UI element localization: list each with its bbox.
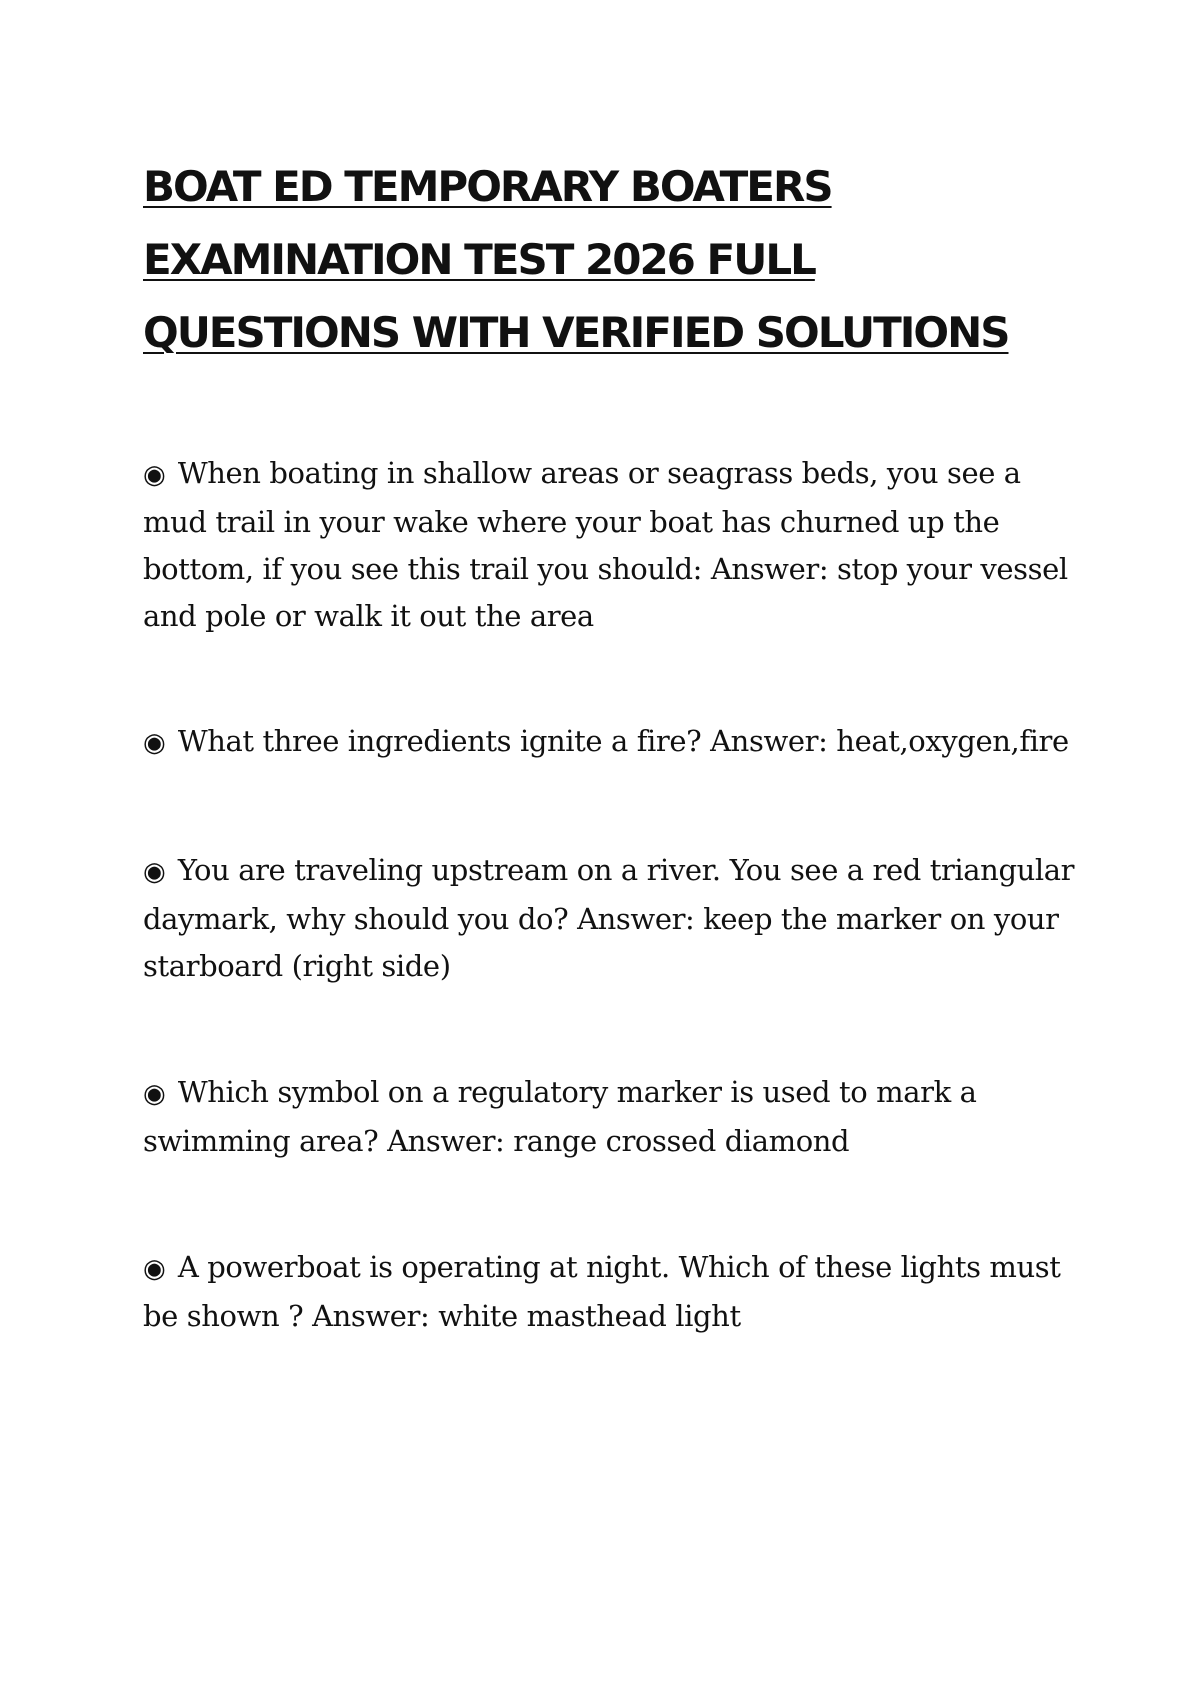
answer-text: keep the marker on your starboard (right side) bbox=[143, 902, 1059, 983]
answer-text: stop your vessel and pole or walk it out the area bbox=[143, 552, 1068, 633]
answer-label: Answer: bbox=[387, 1124, 505, 1158]
answer-text: range crossed diamond bbox=[513, 1124, 850, 1158]
bullet-icon: ◉ bbox=[143, 857, 166, 887]
question-text: You are traveling upstream on a river. You see a red triangular daymark, why should you do? bbox=[143, 853, 1075, 936]
qa-item-5 bbox=[143, 1244, 1083, 1340]
bullet-icon: ◉ bbox=[143, 728, 166, 758]
qa-item-3 bbox=[143, 847, 1083, 990]
question-text: What three ingredients ignite a fire? bbox=[177, 724, 702, 758]
answer-label: Answer: bbox=[710, 552, 829, 586]
answer-label: Answer: bbox=[577, 902, 695, 936]
qa-item-2 bbox=[143, 718, 1083, 767]
answer-text: white masthead light bbox=[438, 1299, 741, 1333]
question-text: A powerboat is operating at night. Which of these lights must be shown ? bbox=[143, 1250, 1061, 1333]
answer-text: heat,oxygen,fire bbox=[836, 724, 1069, 758]
answer-label: Answer: bbox=[312, 1299, 430, 1333]
qa-item-1 bbox=[143, 450, 1083, 640]
question-text: When boating in shallow areas or seagrass beds, you see a mud trail in your wake where your boat has churned up the bottom, if you see this trail you should: bbox=[143, 456, 1021, 586]
qa-item-4 bbox=[143, 1069, 1083, 1165]
bullet-icon: ◉ bbox=[143, 1254, 166, 1284]
answer-label: Answer: bbox=[710, 724, 828, 758]
question-text: Which symbol on a regulatory marker is used to mark a swimming area? bbox=[143, 1075, 977, 1158]
bullet-icon: ◉ bbox=[143, 460, 166, 490]
bullet-icon: ◉ bbox=[143, 1079, 166, 1109]
document-title: BOAT ED TEMPORARY BOATERS EXAMINATION TEST 2026 FULL QUESTIONS WITH VERIFIED SOLUTIONS bbox=[143, 162, 1009, 357]
